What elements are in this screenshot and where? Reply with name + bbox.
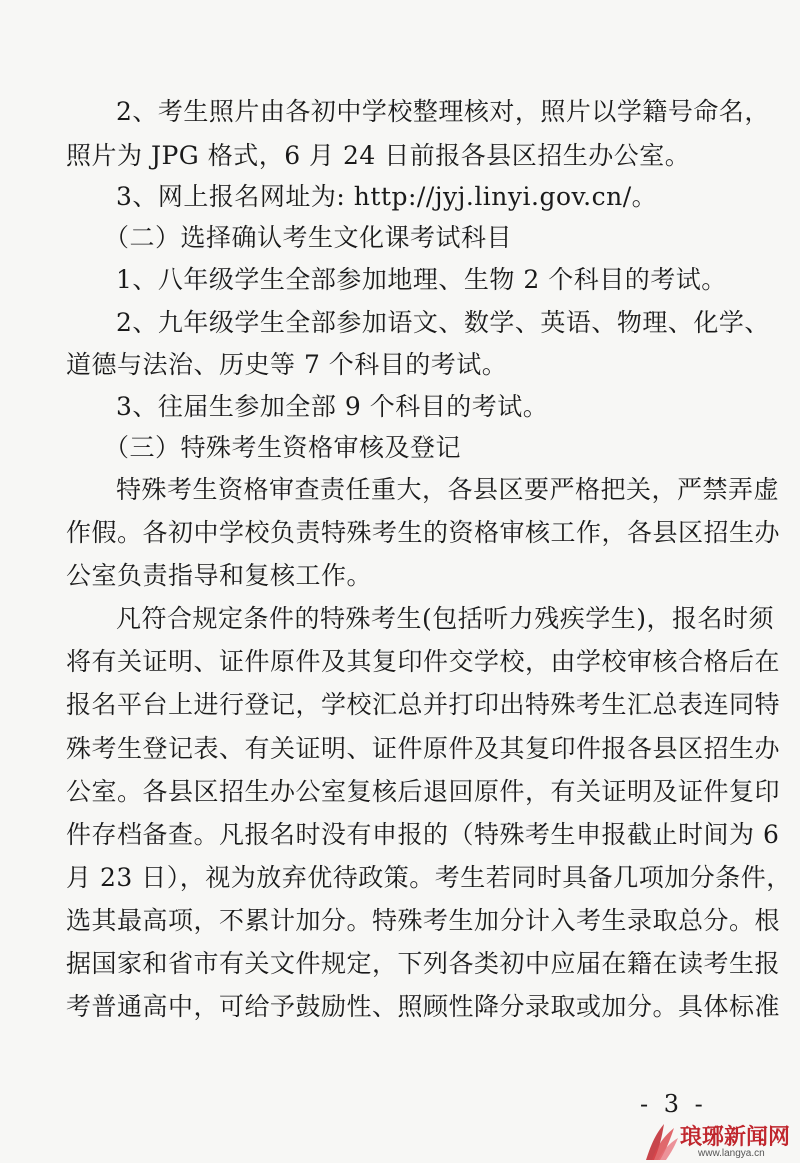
paragraph-line: 2、考生照片由各初中学校整理核对，照片以学籍号命名， (116, 97, 770, 126)
paragraph-line: 将有关证明、证件原件及其复印件交学校，由学校审核合格后在 (66, 647, 781, 676)
site-watermark (640, 1118, 800, 1163)
paragraph-line: 特殊考生资格审查责任重大，各县区要严格把关，严禁弄虚 (116, 475, 780, 504)
paragraph-line: 选其最高项，不累计加分。特殊考生加分计入考生录取总分。根 (66, 906, 781, 935)
paragraph-line: 殊考生登记表、有关证明、证件原件及其复印件报各县区招生办 (66, 734, 781, 763)
paragraph-line: 2、九年级学生全部参加语文、数学、英语、物理、化学、 (116, 308, 770, 337)
paragraph-line: 作假。各初中学校负责特殊考生的资格审核工作，各县区招生办 (66, 518, 781, 547)
paragraph-line: 件存档备查。凡报名时没有申报的（特殊考生申报截止时间为 6 (66, 820, 780, 849)
paragraph-line: 1、八年级学生全部参加地理、生物 2 个科目的考试。 (116, 265, 727, 294)
paragraph-line: 月 23 日），视为放弃优待政策。考生若同时具备几项加分条件， (66, 863, 792, 892)
paragraph-line: 考普通高中，可给予鼓励性、照顾性降分录取或加分。具体标准 (66, 992, 781, 1021)
paragraph-line: 据国家和省市有关文件规定，下列各类初中应届在籍在读考生报 (66, 949, 781, 978)
paragraph-line: 公室负责指导和复核工作。 (66, 561, 373, 590)
paragraph-line: 3、往届生参加全部 9 个科目的考试。 (116, 392, 549, 421)
watermark-url: www.langya.cn (698, 1148, 765, 1159)
paragraph-line: 照片为 JPG 格式，6 月 24 日前报各县区招生办公室。 (66, 141, 691, 170)
page-number: - 3 - (640, 1090, 707, 1118)
paragraph-line: 3、网上报名网址为: http://jyj.linyi.gov.cn/。 (116, 182, 658, 211)
section-heading: （三）特殊考生资格审核及登记 (104, 433, 462, 462)
paragraph-line: 公室。各县区招生办公室复核后退回原件，有关证明及证件复印 (66, 777, 781, 806)
feather-logo-icon (640, 1118, 680, 1163)
paragraph-line: 凡符合规定条件的特殊考生(包括听力残疾学生)，报名时须 (116, 604, 775, 633)
paragraph-line: 道德与法治、历史等 7 个科目的考试。 (66, 350, 508, 379)
watermark-brand: 琅琊新闻网 (680, 1124, 791, 1150)
section-heading: （二）选择确认考生文化课考试科目 (104, 223, 513, 252)
paragraph-line: 报名平台上进行登记，学校汇总并打印出特殊考生汇总表连同特 (66, 690, 781, 719)
